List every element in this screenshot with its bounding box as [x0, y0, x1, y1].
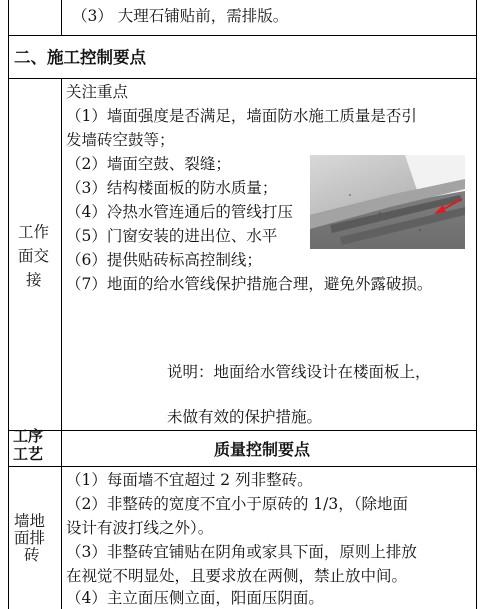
handover-item: （5）门窗安装的进出位、水平	[66, 227, 278, 245]
wall-layout-label-line-3: 砖	[24, 546, 40, 564]
rule-after-handover	[8, 430, 477, 431]
handover-item: 发墙砖空鼓等；	[66, 131, 175, 149]
rule-after-table-header	[8, 466, 477, 467]
quality-points-header: 质量控制要点	[214, 440, 311, 459]
handover-item: （7）地面的给水管线保护措施合理，避免外露破损。	[66, 275, 433, 293]
handover-label-line-1: 工作	[18, 223, 50, 241]
column-divider-middle	[61, 78, 62, 609]
section-title: 二、施工控制要点	[14, 48, 146, 67]
wall-layout-item: （3）非整砖宜铺贴在阴角或家具下面，原则上排放	[66, 543, 417, 561]
floor-pipe-photo-art	[310, 155, 465, 249]
wall-layout-label-line-1: 墙地	[14, 512, 46, 530]
note-line-1: 说明：地面给水管线设计在楼面板上，	[167, 363, 431, 381]
wall-layout-item: 在视觉不明显处，且要求放在两侧，禁止放中间。	[66, 567, 408, 585]
process-header-line-1: 工序	[13, 427, 44, 445]
focus-title: 关注重点	[66, 83, 129, 101]
wall-layout-item: （4）主立面压侧立面，阳面压阴面。	[66, 589, 324, 607]
rule-after-intro	[8, 35, 477, 36]
border-left	[8, 0, 9, 609]
note-line-2: 未做有效的保护措施。	[167, 408, 323, 426]
wall-layout-item: （1）每面墙不宜超过 2 列非整砖。	[66, 471, 313, 489]
rule-after-section	[8, 78, 477, 79]
handover-item: （1）墙面强度是否满足，墙面防水施工质量是否引	[66, 107, 417, 125]
handover-item: （2）墙面空鼓、裂缝；	[66, 155, 231, 173]
floor-pipe-photo	[310, 155, 465, 249]
process-header-line-2: 工艺	[13, 445, 44, 463]
handover-item: （4）冷热水管连通后的管线打压	[66, 203, 293, 221]
intro-text: （3） 大理石铺贴前，需排版。	[72, 7, 289, 25]
column-divider-top	[61, 0, 62, 35]
handover-label-line-2: 面交	[18, 247, 50, 265]
handover-label-line-3: 接	[26, 271, 42, 289]
wall-layout-item: 设计有波打线之外）。	[66, 519, 214, 537]
handover-item: （6）提供贴砖标高控制线；	[66, 251, 262, 269]
handover-item: （3）结构楼面板的防水质量；	[66, 179, 278, 197]
wall-layout-label-line-2: 面排	[14, 529, 46, 547]
wall-layout-item: （2）非整砖的宽度不宜小于原砖的 1/3，（除地面	[66, 495, 408, 513]
border-right	[476, 0, 477, 609]
